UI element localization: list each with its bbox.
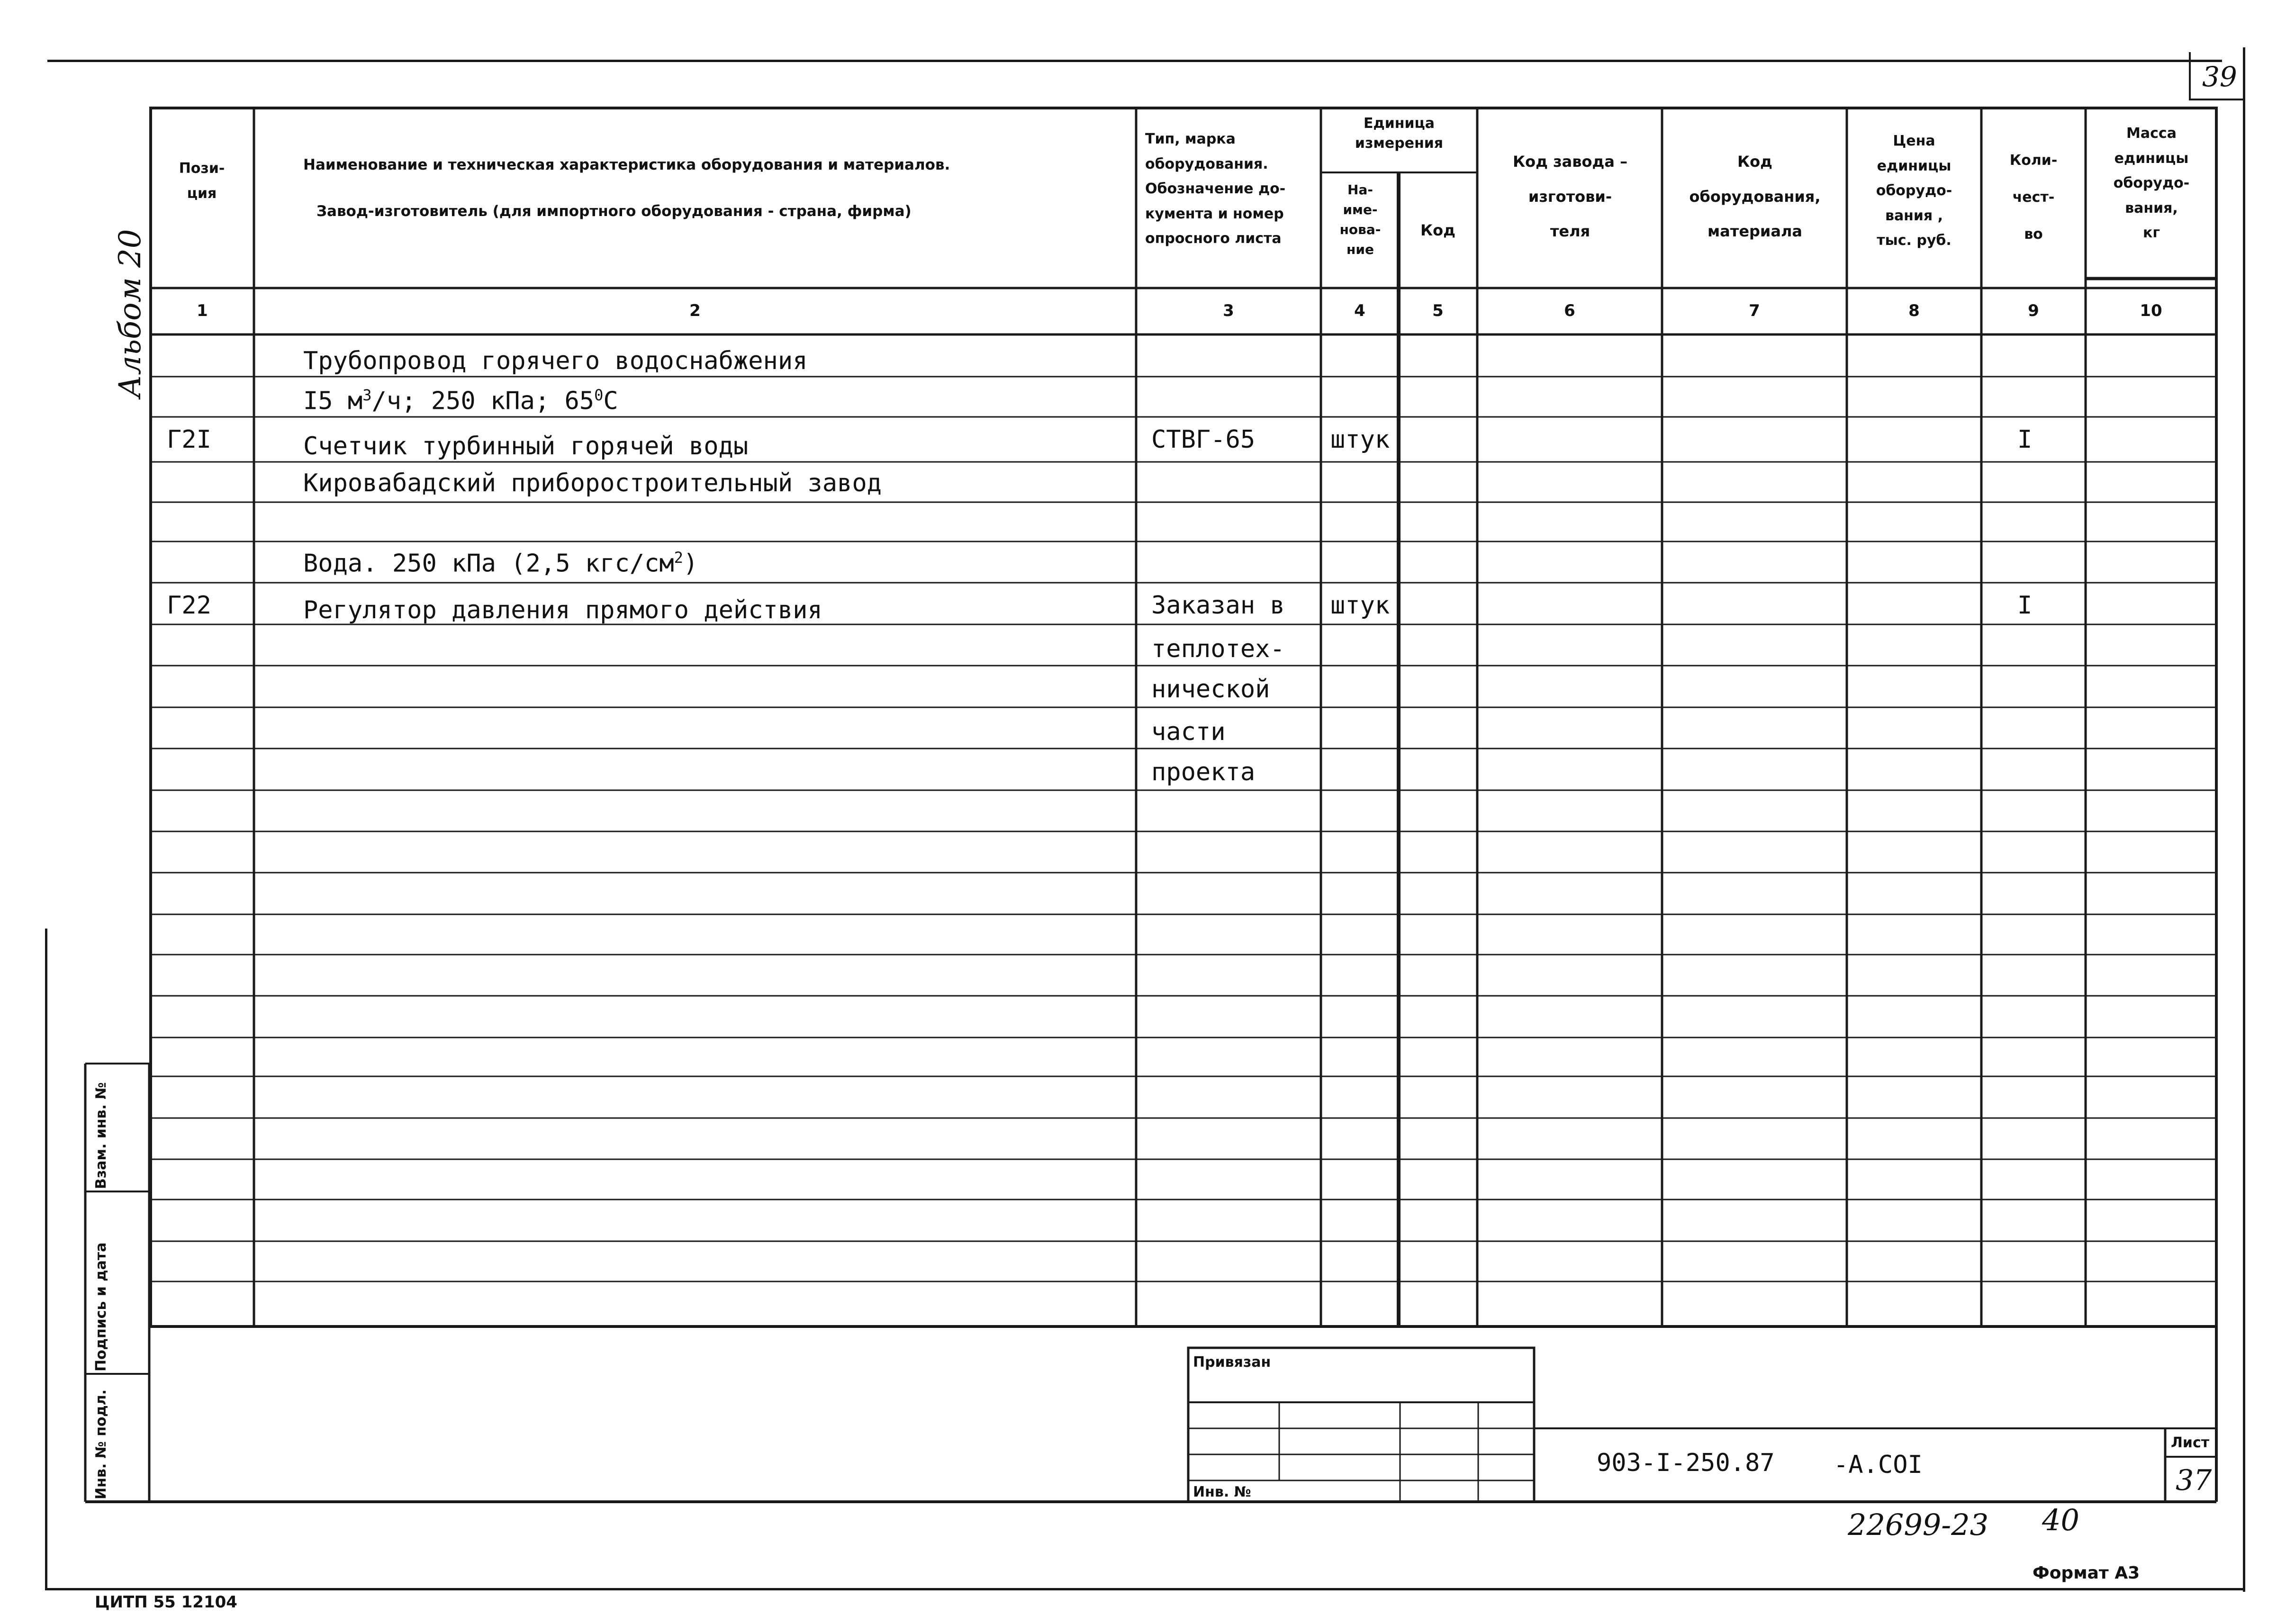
row3-position: Г2I (167, 425, 211, 454)
header-mass: Масса единицы оборудо- вания, кг (2113, 125, 2190, 241)
column-number-2: 2 (689, 301, 701, 320)
sheet-label: Лист (2171, 1435, 2210, 1451)
column-number-7: 7 (1749, 301, 1760, 320)
row7-unit: штук (1330, 591, 1390, 620)
header-manufacturer: Завод-изготовитель (для импортного оборудования - страна, фирма) (316, 203, 912, 220)
column-number-8: 8 (1908, 301, 1920, 320)
cito-label: ЦИТП 55 12104 (95, 1593, 237, 1612)
row3-unit: штук (1330, 425, 1390, 454)
format-label: Формат А3 (2033, 1563, 2140, 1583)
row7-type: Заказан в (1151, 591, 1285, 620)
album-label: Альбом 20 (113, 229, 148, 398)
column-number-10: 10 (2140, 301, 2162, 320)
header-type: Тип, марка оборудования. Обозначение до- кумента и номер опросного листа (1145, 131, 1286, 247)
column-number-9: 9 (2028, 301, 2039, 320)
side-label-inv-podl: Инв. № подл. (93, 1389, 109, 1499)
row7-quantity: I (2017, 591, 2033, 620)
document-suffix: -А.СОI (1834, 1451, 1923, 1479)
row3-type: СТВГ-65 (1151, 425, 1256, 454)
document-code: 903-I-250.87 (1597, 1449, 1775, 1477)
stamp-privyazan: Привязан (1193, 1354, 1271, 1371)
stamp-inv-no: Инв. № (1193, 1484, 1251, 1500)
row11-type: проекта (1151, 758, 1256, 786)
header-factory-code: Код завода – изготови- теля (1512, 153, 1628, 241)
header-position: Пози- ция (179, 160, 225, 202)
column-number-6: 6 (1564, 301, 1575, 320)
header-unit-name: На- име- нова- ние (1339, 182, 1381, 257)
sheet-number: 37 (2176, 1464, 2212, 1497)
column-number-1: 1 (197, 301, 208, 320)
row7-name: Регулятор давления прямого действия (303, 596, 822, 624)
row4-name: Кировабадский приборостроительный завод (303, 469, 882, 497)
row8-type: теплотех- (1151, 635, 1285, 663)
row3-name: Счетчик турбинный горячей воды (303, 432, 749, 460)
header-equipment-code: Код оборудования, материала (1689, 153, 1821, 241)
row10-type: части (1151, 718, 1226, 746)
header-unit: Единица измерения (1355, 115, 1444, 152)
side-label-vzam: Взам. инв. № (93, 1082, 109, 1189)
row1-name: Трубопровод горячего водоснабжения (303, 347, 808, 375)
header-name: Наименование и техническая характеристика оборудования и материалов. (303, 156, 950, 173)
handwritten-archive-number: 22699-23 (1848, 1507, 1989, 1542)
column-number-5: 5 (1432, 301, 1444, 320)
header-unit-code: Код (1420, 221, 1455, 239)
header-price: Цена единицы оборудо- вания , тыс. руб. (1876, 133, 1952, 249)
column-number-4: 4 (1354, 301, 1365, 320)
handwritten-page-number: 40 (2042, 1503, 2079, 1537)
sheet-corner-number: 39 (2202, 61, 2237, 93)
side-label-podpis: Подпись и дата (93, 1242, 109, 1371)
row7-position: Г22 (167, 591, 211, 620)
column-number-3: 3 (1223, 301, 1234, 320)
row3-quantity: I (2017, 425, 2033, 454)
row6-name: Вода. 250 кПа (2,5 кгс/$см^2$) (303, 549, 698, 578)
header-quantity: Коли- чест- во (2009, 152, 2058, 243)
row2-name: I5 $м^3/ч$; 250 кПа; $65^0С$ (303, 386, 618, 415)
row9-type: нической (1151, 675, 1270, 704)
